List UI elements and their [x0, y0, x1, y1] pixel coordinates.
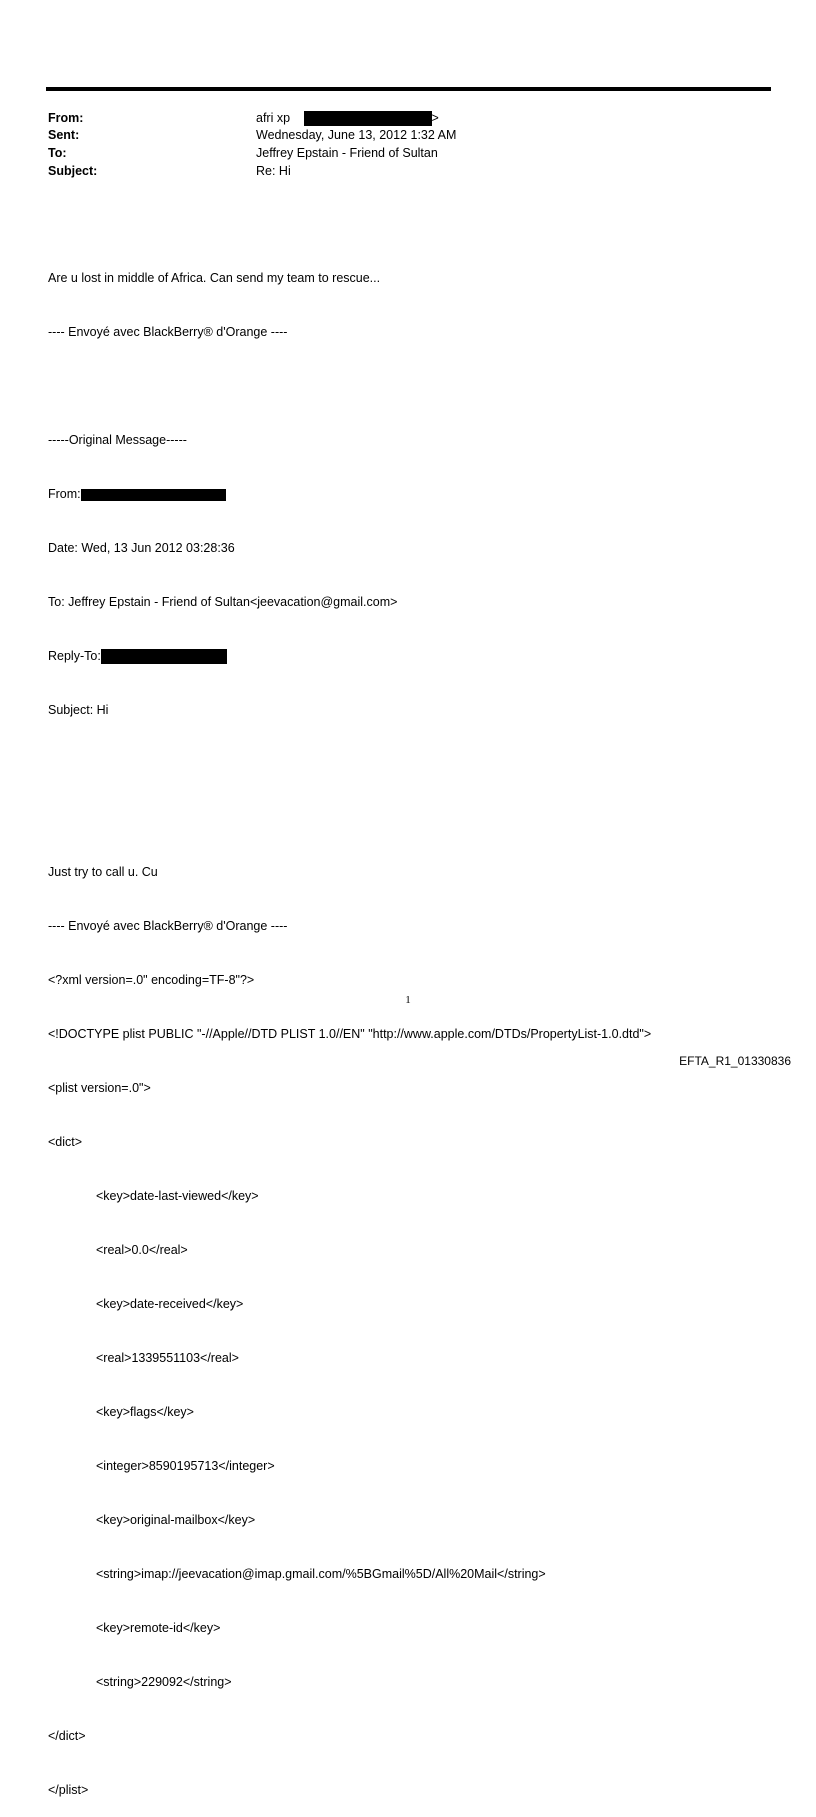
email-body — [48, 233, 651, 1817]
original-reply-to — [48, 647, 651, 665]
redaction-block — [101, 649, 227, 664]
from-label: From: — [48, 111, 84, 125]
original-text: Just try to call u. Cu — [48, 865, 158, 879]
reply-text: Are u lost in middle of Africa. Can send my team to rescue... — [48, 271, 381, 285]
original-reply-to-label: Reply-To: — [48, 649, 101, 663]
header-rule — [46, 87, 771, 91]
plist-line: <integer>8590195713</integer> — [96, 1459, 275, 1473]
plist-line: <key>date-received</key> — [96, 1297, 244, 1311]
from-name: afri xp — [256, 111, 291, 125]
original-date: Date: Wed, 13 Jun 2012 03:28:36 — [48, 541, 235, 555]
original-to: To: Jeffrey Epstain - Friend of Sultan<jeevacation@gmail.com> — [48, 595, 398, 609]
subject-value: Re: Hi — [256, 164, 291, 178]
dict-close: </dict> — [48, 1729, 86, 1743]
reply-signature: ---- Envoyé avec BlackBerry® d'Orange ---- — [48, 325, 288, 339]
plist-doctype: <!DOCTYPE plist PUBLIC "-//Apple//DTD PLIST 1.0//EN" "http://www.apple.com/DTDs/PropertyList-1.0.dtd"> — [48, 1027, 652, 1041]
original-message-marker: -----Original Message----- — [48, 433, 187, 447]
original-signature: ---- Envoyé avec BlackBerry® d'Orange ---- — [48, 919, 288, 933]
plist-line: <real>0.0</real> — [96, 1243, 188, 1257]
document-id: EFTA_R1_01330836 — [679, 1054, 791, 1068]
plist-open: <plist version=.0"> — [48, 1081, 151, 1095]
xml-declaration: <?xml version=.0" encoding=TF-8"?> — [48, 973, 255, 987]
sent-value: Wednesday, June 13, 2012 1:32 AM — [256, 128, 457, 142]
from-row — [48, 109, 748, 127]
plist-line: <key>flags</key> — [96, 1405, 194, 1419]
redaction-block — [81, 489, 226, 501]
to-value: Jeffrey Epstain - Friend of Sultan — [256, 146, 438, 160]
from-suffix: > — [431, 111, 439, 125]
to-row — [48, 144, 748, 162]
dict-open: <dict> — [48, 1135, 83, 1149]
plist-line: <key>original-mailbox</key> — [96, 1513, 256, 1527]
page-number: 1 — [405, 994, 411, 1006]
plist-line: <real>1339551103</real> — [96, 1351, 239, 1365]
to-label: To: — [48, 146, 67, 160]
sent-row — [48, 126, 748, 144]
plist-line: <string>imap://jeevacation@imap.gmail.com/%5BGmail%5D/All%20Mail</string> — [96, 1567, 546, 1581]
from-value — [256, 109, 439, 127]
plist-close: </plist> — [48, 1783, 89, 1797]
plist-line: <key>date-last-viewed</key> — [96, 1189, 259, 1203]
original-from-label: From: — [48, 487, 81, 501]
sent-label: Sent: — [48, 128, 80, 142]
subject-label: Subject: — [48, 164, 98, 178]
redaction-block — [304, 111, 432, 126]
subject-row — [48, 162, 748, 180]
plist-line: <string>229092</string> — [96, 1675, 232, 1689]
original-subject: Subject: Hi — [48, 703, 109, 717]
original-from — [48, 485, 651, 503]
plist-line: <key>remote-id</key> — [96, 1621, 221, 1635]
